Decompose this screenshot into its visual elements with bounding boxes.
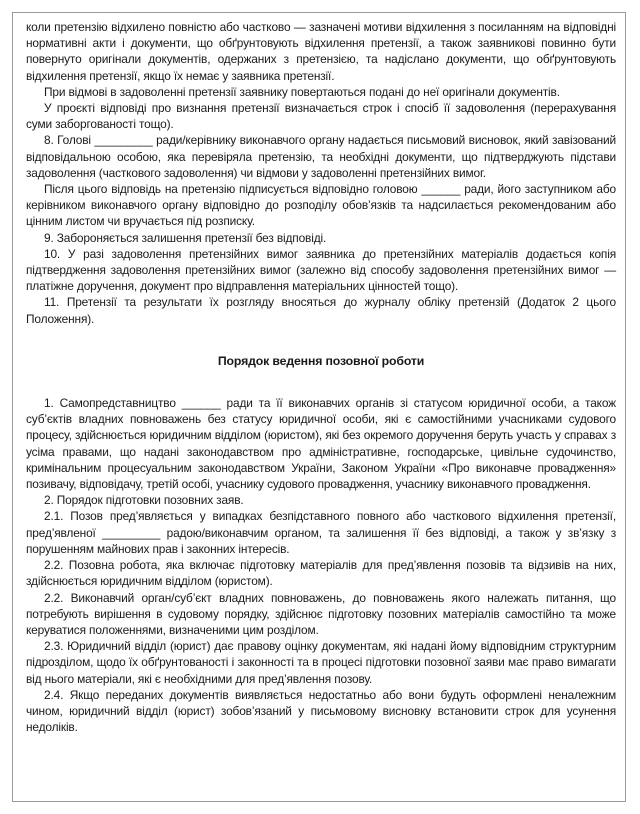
- paragraph: 2. Порядок підготовки позовних заяв.: [44, 493, 244, 508]
- section-title: Порядок ведення позовної роботи: [217, 353, 425, 368]
- paragraph: Після цього відповідь на претензію підписується відповідно головою ______ ради, його заступником або керівником виконавчого органу відповідно до розподілу обов’язків та надсилається рекомендованим або цінним листом чи вручається під розписку.: [26, 182, 616, 229]
- paragraph: 2.3. Юридичний відділ (юрист) дає правову оцінку документам, які надані йому відповідним структурним підрозділом, щодо їх обґрунтованості і законності та в процесі підготовки позовної заяви має право вимагати від нього матеріали, які є необхідними для пред’явлення позову.: [26, 639, 616, 686]
- paragraph: При відмові в задоволенні претензії заявнику повертаються подані до неї оригінали документів.: [44, 84, 560, 99]
- paragraph: 9. Забороняється залишення претензії без відповіді.: [44, 230, 327, 245]
- paragraph: 11. Претензії та результати їх розгляду вносяться до журналу обліку претензій (Додаток 2 цього Положення).: [26, 295, 616, 326]
- document-body: [26, 19, 616, 735]
- paragraph: 8. Голові _________ ради/керівнику виконавчого органу надається письмовий висновок, який завізований відповідальною особою, яка перевіряла претензію, та необхідні документи, що підтверджують підстави задоволення (часткового задоволення) чи відмови у задоволенні претензійних вимог.: [26, 133, 616, 180]
- paragraph: 2.2. Позовна робота, яка включає підготовку матеріалів для пред’явлення позовів та відзивів на них, здійснюється юридичним відділом (юристом).: [26, 558, 616, 589]
- paragraph: 2.2. Виконавчий орган/суб’єкт владних повноважень, до повноважень якого належать питання, що потребують вирішення в судовому порядку, здійснює підготовку позовних матеріалів самостійно та може керуватися положеннями, визначеними цим розділом.: [26, 590, 616, 637]
- paragraph: 1. Самопредставництво ______ ради та її виконавчих органів зі статусом юридичної особи, а також суб’єктів владних повноважень без статусу юридичної особи, які є самостійними учасниками судового процесу, здійснюється юридичним відділом (юристом), які без окремого доручення беруть участь у справах з усіма правами, що надані законодавством про адміністративне, господарське, цивільне судочинство, кримінальним процесуальним законодавством України, Законом України «Про виконавче провадження» позивачу, відповідачу, третій особі, учаснику судового провадження, учаснику виконавчого провадження.: [26, 396, 616, 492]
- paragraph: У проєкті відповіді про визнання претензії визначається строк і спосіб її задоволення (перерахування суми заборгованості тощо).: [26, 101, 616, 132]
- paragraph: коли претензію відхилено повністю або частково — зазначені мотиви відхилення з посиланням на відповідні нормативні акти і документи, що обґрунтовують відхилення претензії, а також заявникові повинно бути повернуто оригінали документів, одержаних з претензією, та надіслано документи, що обґрунтовують відхилення претензії, якщо їх немає у заявника претензії.: [26, 20, 616, 83]
- paragraph: 10. У разі задоволення претензійних вимог заявника до претензійних матеріалів додається копія підтвердження задоволення претензійних вимог (залежно від способу задоволення претензійних вимог — платіжне доручення, документ про відправлення матеріальних цінностей тощо).: [26, 246, 616, 294]
- paragraph: 2.4. Якщо переданих документів виявляється недостатньо або вони будуть оформлені неналежним чином, юридичний відділ (юрист) зобов’язаний у письмовому висновку встановити строк для усунення недоліків.: [26, 687, 616, 735]
- paragraph: 2.1. Позов пред’являється у випадках безпідставного повного або часткового відхилення претензії, пред’явленої _________ радою/виконавчим органом, та залишення її без відповіді, а також у зв’язку з порушенням майнових прав і законних інтересів.: [26, 509, 616, 556]
